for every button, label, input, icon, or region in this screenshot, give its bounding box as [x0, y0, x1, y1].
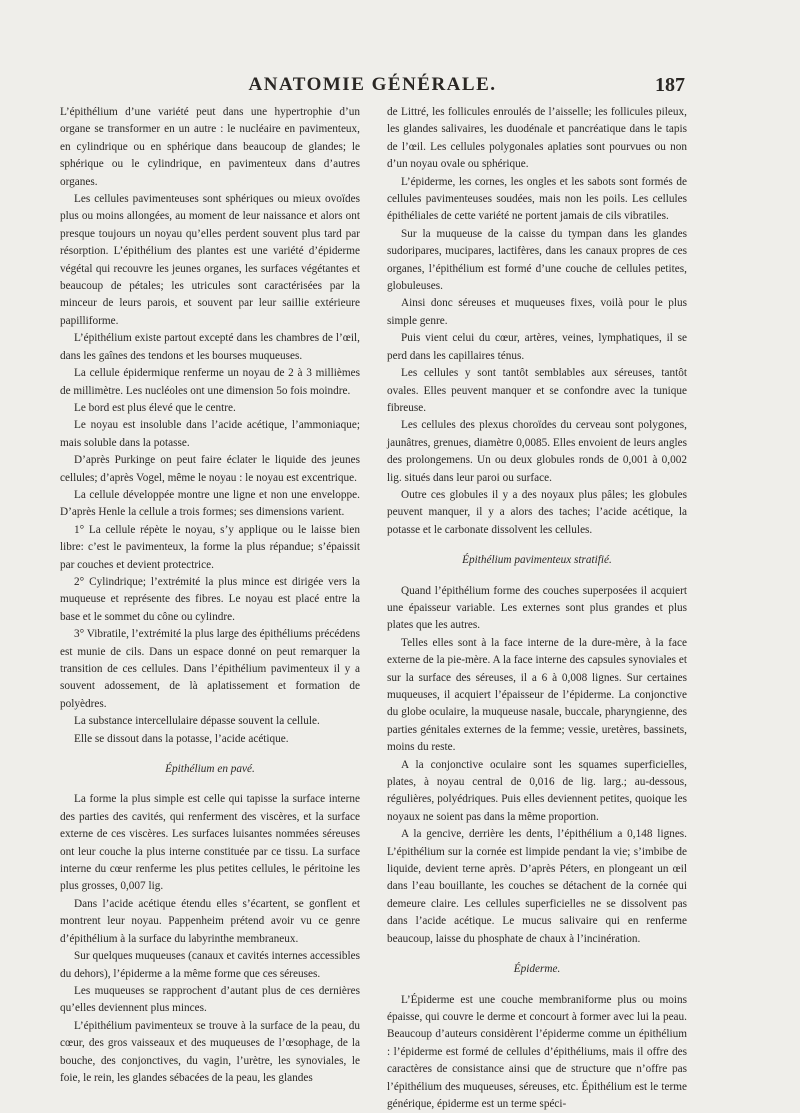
paragraph: La cellule épidermique renferme un noyau de 2 à 3 millièmes de millimètre. Les nucléoles ont une dimension 5o fois moindre.	[60, 365, 360, 400]
paragraph: Le noyau est insoluble dans l’acide acétique, l’ammoniaque; mais soluble dans la potasse.	[60, 417, 360, 452]
right-column	[387, 104, 687, 1113]
paragraph: L’Épiderme est une couche membraniforme plus ou moins épaisse, qui couvre le derme et concourt à former avec lui la peau. Beaucoup d’auteurs considèrent l’épiderme comme un épithélium : l’épiderme est formé de cellules d’épithéliums, mais il offre des caractères de consistance ainsi que de structure que n’offre pas l’épithélium des muqueuses, séreuses, etc. Épithélium est le terme générique, épiderme est un terme spéci-	[387, 992, 687, 1113]
paragraph: Ainsi donc séreuses et muqueuses fixes, voilà pour le plus simple genre.	[387, 295, 687, 330]
paragraph: Outre ces globules il y a des noyaux plus pâles; les globules peuvent manquer, il y a alors des taches; l’acide acétique, la potasse et le carbonate dissolvent les cellules.	[387, 487, 687, 539]
paragraph: 1° La cellule répète le noyau, s’y applique ou le laisse bien libre: c’est le pavimenteux, la forme la plus répandue; s’épaissit par couches et devient protectrice.	[60, 522, 360, 574]
paragraph: Dans l’acide acétique étendu elles s’écartent, se gonflent et montrent leur noyau. Pappenheim prétend avoir vu ce genre d’épithélium à la surface du labyrinthe membraneux.	[60, 896, 360, 948]
paragraph: La forme la plus simple est celle qui tapisse la surface interne des parties des cavités, qui renferment des viscères, et la surface externe de ces viscères. Les surfaces luisantes nommées séreuses ont leur couche la plus interne constituée par ce tissu. La surface interne du cœur renferme les plus petites cellules, le péritoine les plus grosses, 0,007 lig.	[60, 791, 360, 895]
section-heading: Épithélium en pavé.	[60, 761, 360, 778]
paragraph: A la gencive, derrière les dents, l’épithélium a 0,148 lignes. L’épithélium sur la cornée est limpide pendant la vie; s’imbibe de liquide, devient terne après. D’après Péters, en plongeant un œil dans l’eau bouillante, les couches se détachent de la cornée qui demeure claire. Les cellules superficielles ne se dissolvent pas dans l’acide acétique. Le mucus salivaire qui en renferme beaucoup, laisse du phosphate de chaux à l’incinération.	[387, 826, 687, 948]
running-title: ANATOMIE GÉNÉRALE.	[60, 74, 685, 96]
paragraph: de Littré, les follicules enroulés de l’aisselle; les follicules pileux, les glandes salivaires, les duodénale et pancréatique dans le tapis de l’œil. Les cellules polygonales aplaties sont pourvues ou non d’un noyau ovale ou sphérique.	[387, 104, 687, 174]
paragraph: Telles elles sont à la face interne de la dure-mère, à la face externe de la pie-mère. A la face interne des capsules synoviales et sur la surface des séreuses, il a 6 à 0,008 lignes. Sur certaines muqueuses, il acquiert l’épaisseur de l’épiderme. La conjonctive du globe oculaire, la muqueuse nasale, buccale, pharyngienne, des parties génitales externes de la femme; vessie, uretères, bassinets, moins du reste.	[387, 635, 687, 757]
paragraph: Sur quelques muqueuses (canaux et cavités internes accessibles du dehors), l’épiderme a la même forme que ces séreuses.	[60, 948, 360, 983]
paragraph: Elle se dissout dans la potasse, l’acide acétique.	[60, 731, 360, 748]
paragraph: Quand l’épithélium forme des couches superposées il acquiert une épaisseur variable. Les externes sont plus grandes et plus plates que les autres.	[387, 583, 687, 635]
paragraph: Le bord est plus élevé que le centre.	[60, 400, 360, 417]
paragraph: D’après Purkinge on peut faire éclater le liquide des jeunes cellules; d’après Vogel, même le noyau : le noyau est excentrique.	[60, 452, 360, 487]
paragraph: 3° Vibratile, l’extrémité la plus large des épithéliums précédens est munie de cils. Dans un espace donné on peut remarquer la transition de ces cellules. Dans l’épithélium pavimenteux il y a souvent adossement, de là aplatissement et formation de polyèdres.	[60, 626, 360, 713]
paragraph: Les cellules y sont tantôt semblables aux séreuses, tantôt ovales. Elles peuvent manquer et se confondre avec la tunique fibreuse.	[387, 365, 687, 417]
section-heading: Épiderme.	[387, 961, 687, 978]
paragraph: La cellule développée montre une ligne et non une enveloppe. D’après Henle la cellule a trois formes; ses dimensions varient.	[60, 487, 360, 522]
paragraph: Puis vient celui du cœur, artères, veines, lymphatiques, il se perd dans les capillaires ténus.	[387, 330, 687, 365]
paragraph: Les cellules des plexus choroïdes du cerveau sont polygones, jaunâtres, grenues, diamètre 0,0085. Elles envoient de leurs angles des prolongemens. Un ou deux globules ronds de 0,001 à 0,002 lig. situés dans leur paroi ou surface.	[387, 417, 687, 487]
paragraph: Les muqueuses se rapprochent d’autant plus de ces dernières qu’elles deviennent plus minces.	[60, 983, 360, 1018]
left-column	[60, 104, 360, 1087]
paragraph: L’épithélium existe partout excepté dans les chambres de l’œil, dans les gaînes des tendons et les bourses muqueuses.	[60, 330, 360, 365]
paragraph: 2° Cylindrique; l’extrémité la plus mince est dirigée vers la muqueuse et représente des fibres. Le noyau est placé entre la base et le sommet du cône ou cylindre.	[60, 574, 360, 626]
page-number: 187	[655, 74, 685, 97]
paragraph: L’épithélium pavimenteux se trouve à la surface de la peau, du cœur, des gros vaisseaux et des muqueuses de l’œsophage, de la bouche, des conjonctives, du vagin, l’urètre, les synoviales, le foie, le rein, les glandes sébacées de la peau, les glandes	[60, 1018, 360, 1088]
section-heading: Épithélium pavimenteux stratifié.	[387, 552, 687, 569]
paragraph: La substance intercellulaire dépasse souvent la cellule.	[60, 713, 360, 730]
paragraph: L’épithélium d’une variété peut dans une hypertrophie d’un organe se transformer en un autre : le nucléaire en pavimenteux, en cylindrique ou en sphérique dans beaucoup de glandes; le sphérique ou le cylindrique, en pavimenteux dans d’autres organes.	[60, 104, 360, 191]
paragraph: Les cellules pavimenteuses sont sphériques ou mieux ovoïdes plus ou moins allongées, au moment de leur naissance et alors ont presque toujours un noyau qu’elles perdent souvent plus tard par résorption. L’épithélium des plantes est une variété d’épiderme végétal qui recouvre les jeunes organes, les surfaces végétantes et beaucoup de pétales; les utricules sont caractérisées par la minceur de leurs parois, et souvent par leur saillie extérieure papilliforme.	[60, 191, 360, 330]
page-header	[60, 74, 685, 102]
paragraph: A la conjonctive oculaire sont les squames superficielles, plates, à noyau central de 0,016 de lig. larg.; au-dessous, régulières, polyédriques. Puis elles deviennent petites, quoique les noyaux ne soient pas dans la même proportion.	[387, 757, 687, 827]
paragraph: Sur la muqueuse de la caisse du tympan dans les glandes sudoripares, mucipares, lactifères, dans les canaux propres de ces organes, l’épithélium est formé d’une couche de cellules petites, globuleuses.	[387, 226, 687, 296]
paragraph: L’épiderme, les cornes, les ongles et les sabots sont formés de cellules pavimenteuses soudées, mais non les poils. Les cellules épithéliales de cette variété ne portent jamais de cils vibratiles.	[387, 174, 687, 226]
